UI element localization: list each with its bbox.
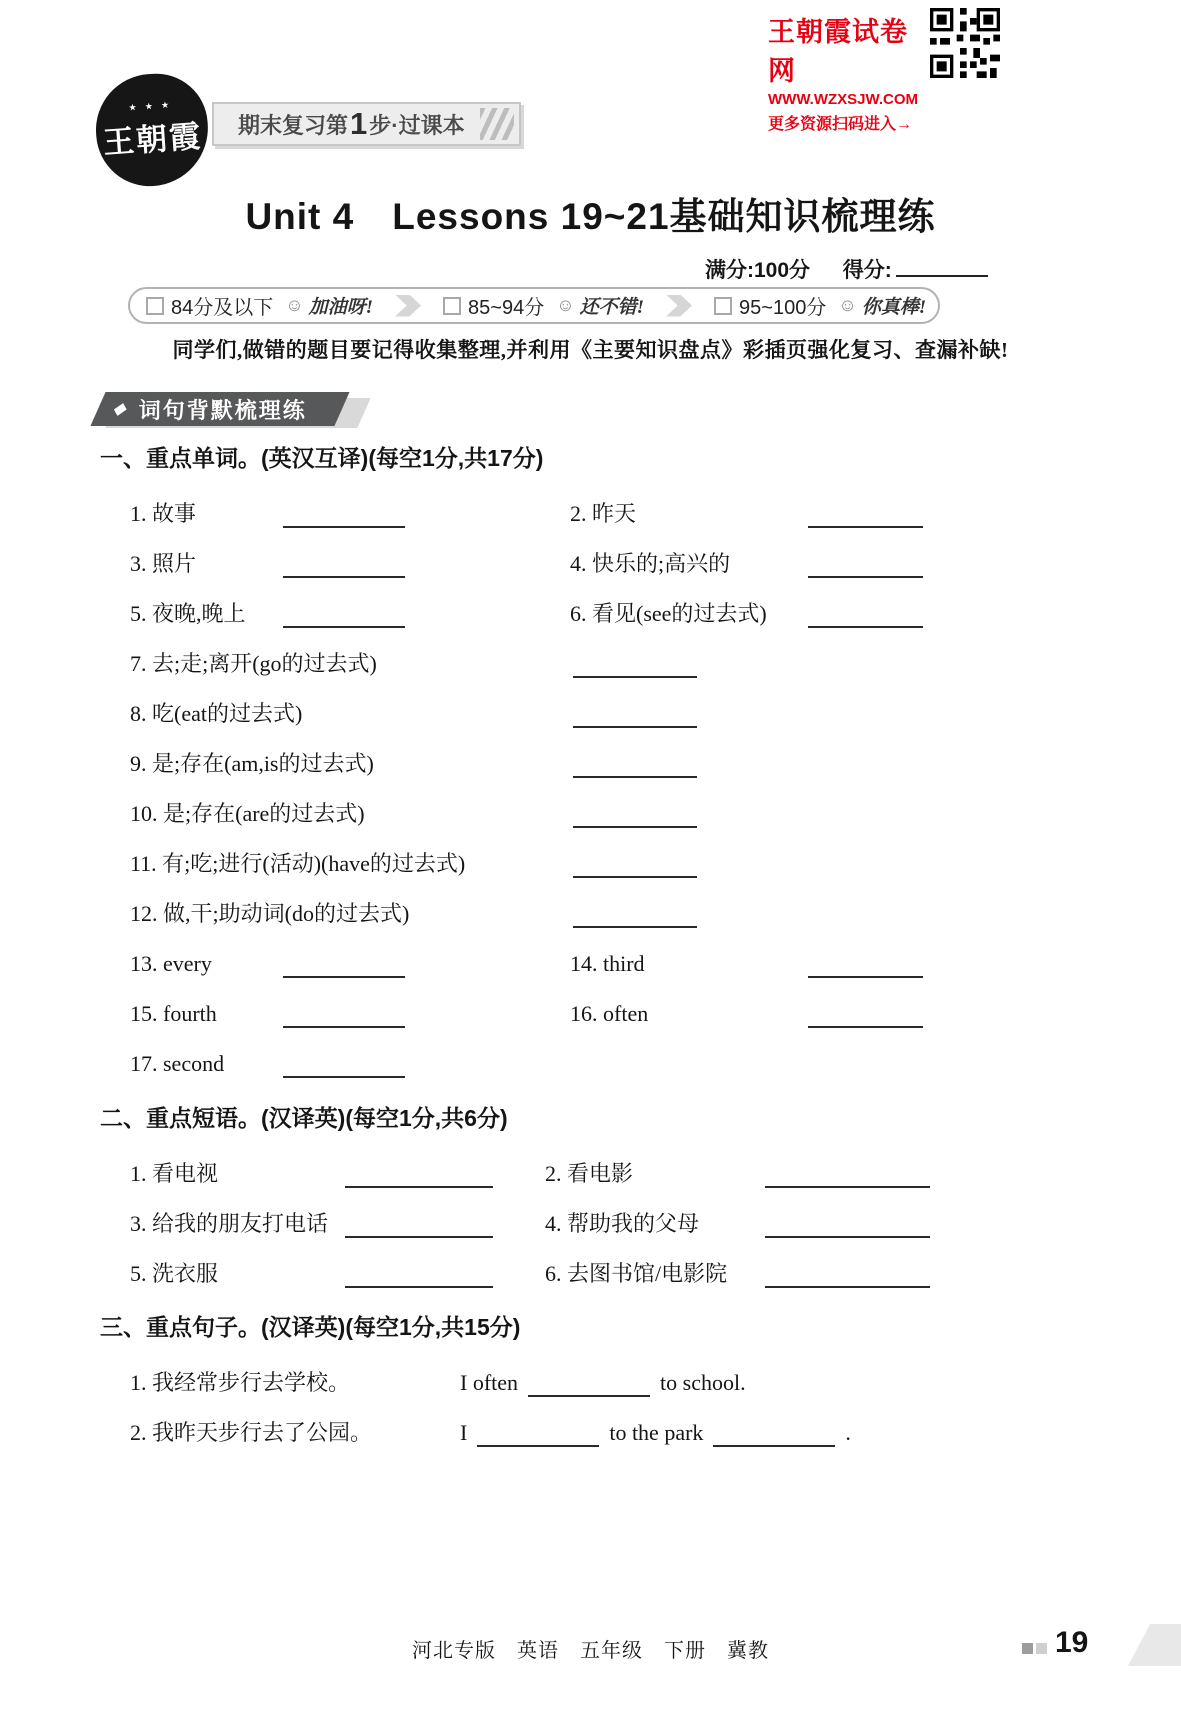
word-label: 4. 快乐的;高兴的 <box>570 551 731 576</box>
sentence-english: to school. <box>660 1370 746 1395</box>
answer-blank[interactable] <box>765 1212 930 1238</box>
score-blank[interactable] <box>896 257 988 277</box>
score-line <box>705 254 988 284</box>
stamp-stars-icon: ★ ★ ★ <box>128 99 173 113</box>
answer-blank[interactable] <box>808 502 923 528</box>
answer-blank[interactable] <box>477 1421 599 1447</box>
word-label: 3. 照片 <box>130 551 197 576</box>
step-banner-suffix: 步·过课本 <box>369 112 465 138</box>
score-comment: 还不错! <box>579 297 645 318</box>
answer-blank[interactable] <box>528 1371 650 1397</box>
page-title: Unit 4 Lessons 19~21基础知识梳理练 <box>245 196 936 237</box>
answer-blank[interactable] <box>573 752 697 778</box>
word-row <box>130 799 1090 828</box>
sentence-english: I <box>460 1420 468 1445</box>
word-label: 12. 做,干;助动词(do的过去式) <box>130 901 410 926</box>
face-icon: ☺ <box>556 295 575 315</box>
phrase-row <box>130 1209 1090 1238</box>
score-comment: 加油呀! <box>308 297 374 318</box>
word-row <box>130 849 1090 878</box>
answer-blank[interactable] <box>573 702 697 728</box>
edition-imprint: 河北专版 英语 五年级 下册 冀教 <box>412 1640 769 1662</box>
qr-hint-text: 更多资源扫码进入→ <box>768 116 913 133</box>
answer-blank[interactable] <box>713 1421 835 1447</box>
diamond-icon <box>114 403 127 416</box>
answer-blank[interactable] <box>345 1162 493 1188</box>
word-label: 5. 夜晚,晚上 <box>130 601 246 626</box>
score-range-label: 85~94分 <box>468 297 545 319</box>
answer-blank[interactable] <box>573 902 697 928</box>
word-label: 7. 去;走;离开(go的过去式) <box>130 651 377 676</box>
word-row <box>130 899 1090 928</box>
phrase-row <box>130 1259 1090 1288</box>
answer-blank[interactable] <box>345 1262 493 1288</box>
brand-url: WWW.WZXSJW.COM <box>768 91 918 108</box>
phrase-label: 3. 给我的朋友打电话 <box>130 1211 329 1236</box>
sentence-english: to the park <box>609 1420 704 1445</box>
score-label: 得分: <box>842 259 892 282</box>
answer-blank[interactable] <box>808 602 923 628</box>
score-band-low <box>146 291 373 320</box>
word-row <box>130 949 1090 978</box>
word-label: 9. 是;存在(am,is的过去式) <box>130 751 374 776</box>
chevron-separator-icon <box>666 295 692 317</box>
answer-blank[interactable] <box>765 1162 930 1188</box>
phrase-label: 6. 去图书馆/电影院 <box>545 1261 728 1286</box>
sentence-row <box>130 1418 1090 1447</box>
square-decoration-icon <box>1036 1643 1047 1654</box>
step-banner <box>212 102 521 146</box>
page-number: 19 <box>1055 1626 1089 1659</box>
brand-name: 王朝霞试卷网 <box>768 17 908 86</box>
answer-blank[interactable] <box>283 1002 405 1028</box>
word-label: 13. every <box>130 951 212 976</box>
sentence-english: I often <box>460 1370 519 1395</box>
answer-blank[interactable] <box>573 852 697 878</box>
word-row <box>130 549 1090 578</box>
answer-blank[interactable] <box>283 952 405 978</box>
answer-blank[interactable] <box>283 552 405 578</box>
word-label: 17. second <box>130 1051 225 1076</box>
answer-blank[interactable] <box>765 1262 930 1288</box>
answer-blank[interactable] <box>573 652 697 678</box>
score-band-bar <box>128 287 940 324</box>
word-label: 15. fourth <box>130 1001 217 1026</box>
checkbox-85-94[interactable] <box>443 297 461 315</box>
word-row <box>130 1049 1090 1078</box>
stamp-text: 王朝霞 <box>102 118 204 161</box>
word-label: 10. 是;存在(are的过去式) <box>130 801 365 826</box>
face-icon: ☺ <box>838 295 857 315</box>
word-label: 14. third <box>570 951 645 976</box>
phrase-label: 1. 看电视 <box>130 1161 219 1186</box>
face-icon: ☺ <box>285 295 304 315</box>
sentence-chinese: 2. 我昨天步行去了公园。 <box>130 1420 373 1445</box>
checkbox-95-100[interactable] <box>714 297 732 315</box>
sentence-row <box>130 1368 1090 1397</box>
square-decoration-icon <box>1022 1643 1033 1654</box>
part2-heading: 二、重点短语。(汉译英)(每空1分,共6分) <box>100 1105 508 1131</box>
answer-blank[interactable] <box>345 1212 493 1238</box>
section-ribbon-label: 词句背默梳理练 <box>139 397 308 423</box>
score-band-mid <box>443 291 644 320</box>
sentence-chinese: 1. 我经常步行去学校。 <box>130 1370 351 1395</box>
phrase-label: 5. 洗衣服 <box>130 1261 219 1286</box>
word-row <box>130 599 1090 628</box>
score-band-high <box>714 291 926 320</box>
phrase-label: 2. 看电影 <box>545 1161 634 1186</box>
score-range-label: 84分及以下 <box>171 297 274 319</box>
answer-blank[interactable] <box>808 552 923 578</box>
word-label: 11. 有;吃;进行(活动)(have的过去式) <box>130 851 466 876</box>
word-label: 16. often <box>570 1001 649 1026</box>
answer-blank[interactable] <box>573 802 697 828</box>
answer-blank[interactable] <box>283 1052 405 1078</box>
brand-stamp <box>92 70 212 190</box>
page-number-block <box>1022 1626 1088 1660</box>
score-range-label: 95~100分 <box>739 297 827 319</box>
phrase-label: 4. 帮助我的父母 <box>545 1211 700 1236</box>
step-banner-prefix: 期末复习第 <box>238 112 349 138</box>
sentence-english: . <box>845 1420 851 1445</box>
word-row <box>130 499 1090 528</box>
word-label: 1. 故事 <box>130 501 197 526</box>
answer-blank[interactable] <box>283 502 405 528</box>
word-label: 8. 吃(eat的过去式) <box>130 701 303 726</box>
section-ribbon-band <box>90 392 349 426</box>
score-comment: 你真棒! <box>861 297 927 318</box>
study-notice: 同学们,做错的题目要记得收集整理,并利用《主要知识盘点》彩插页强化复习、查漏补缺! <box>172 338 1009 362</box>
word-row <box>130 749 1090 778</box>
answer-blank[interactable] <box>283 602 405 628</box>
masthead <box>768 10 928 134</box>
full-score-label: 满分:100分 <box>705 259 811 282</box>
checkbox-84-below[interactable] <box>146 297 164 315</box>
word-row <box>130 649 1090 678</box>
answer-blank[interactable] <box>808 1002 923 1028</box>
word-row <box>130 999 1090 1028</box>
part1-heading: 一、重点单词。(英汉互译)(每空1分,共17分) <box>100 445 544 471</box>
phrase-row <box>130 1159 1090 1188</box>
answer-blank[interactable] <box>808 952 923 978</box>
word-label: 2. 昨天 <box>570 501 637 526</box>
part3-heading: 三、重点句子。(汉译英)(每空1分,共15分) <box>100 1314 521 1340</box>
chevron-separator-icon <box>395 295 421 317</box>
qr-code-icon <box>930 8 1000 78</box>
word-label: 6. 看见(see的过去式) <box>570 601 767 626</box>
worksheet-content <box>100 440 1090 1468</box>
step-banner-number: 1 <box>350 106 368 141</box>
word-row <box>130 699 1090 728</box>
